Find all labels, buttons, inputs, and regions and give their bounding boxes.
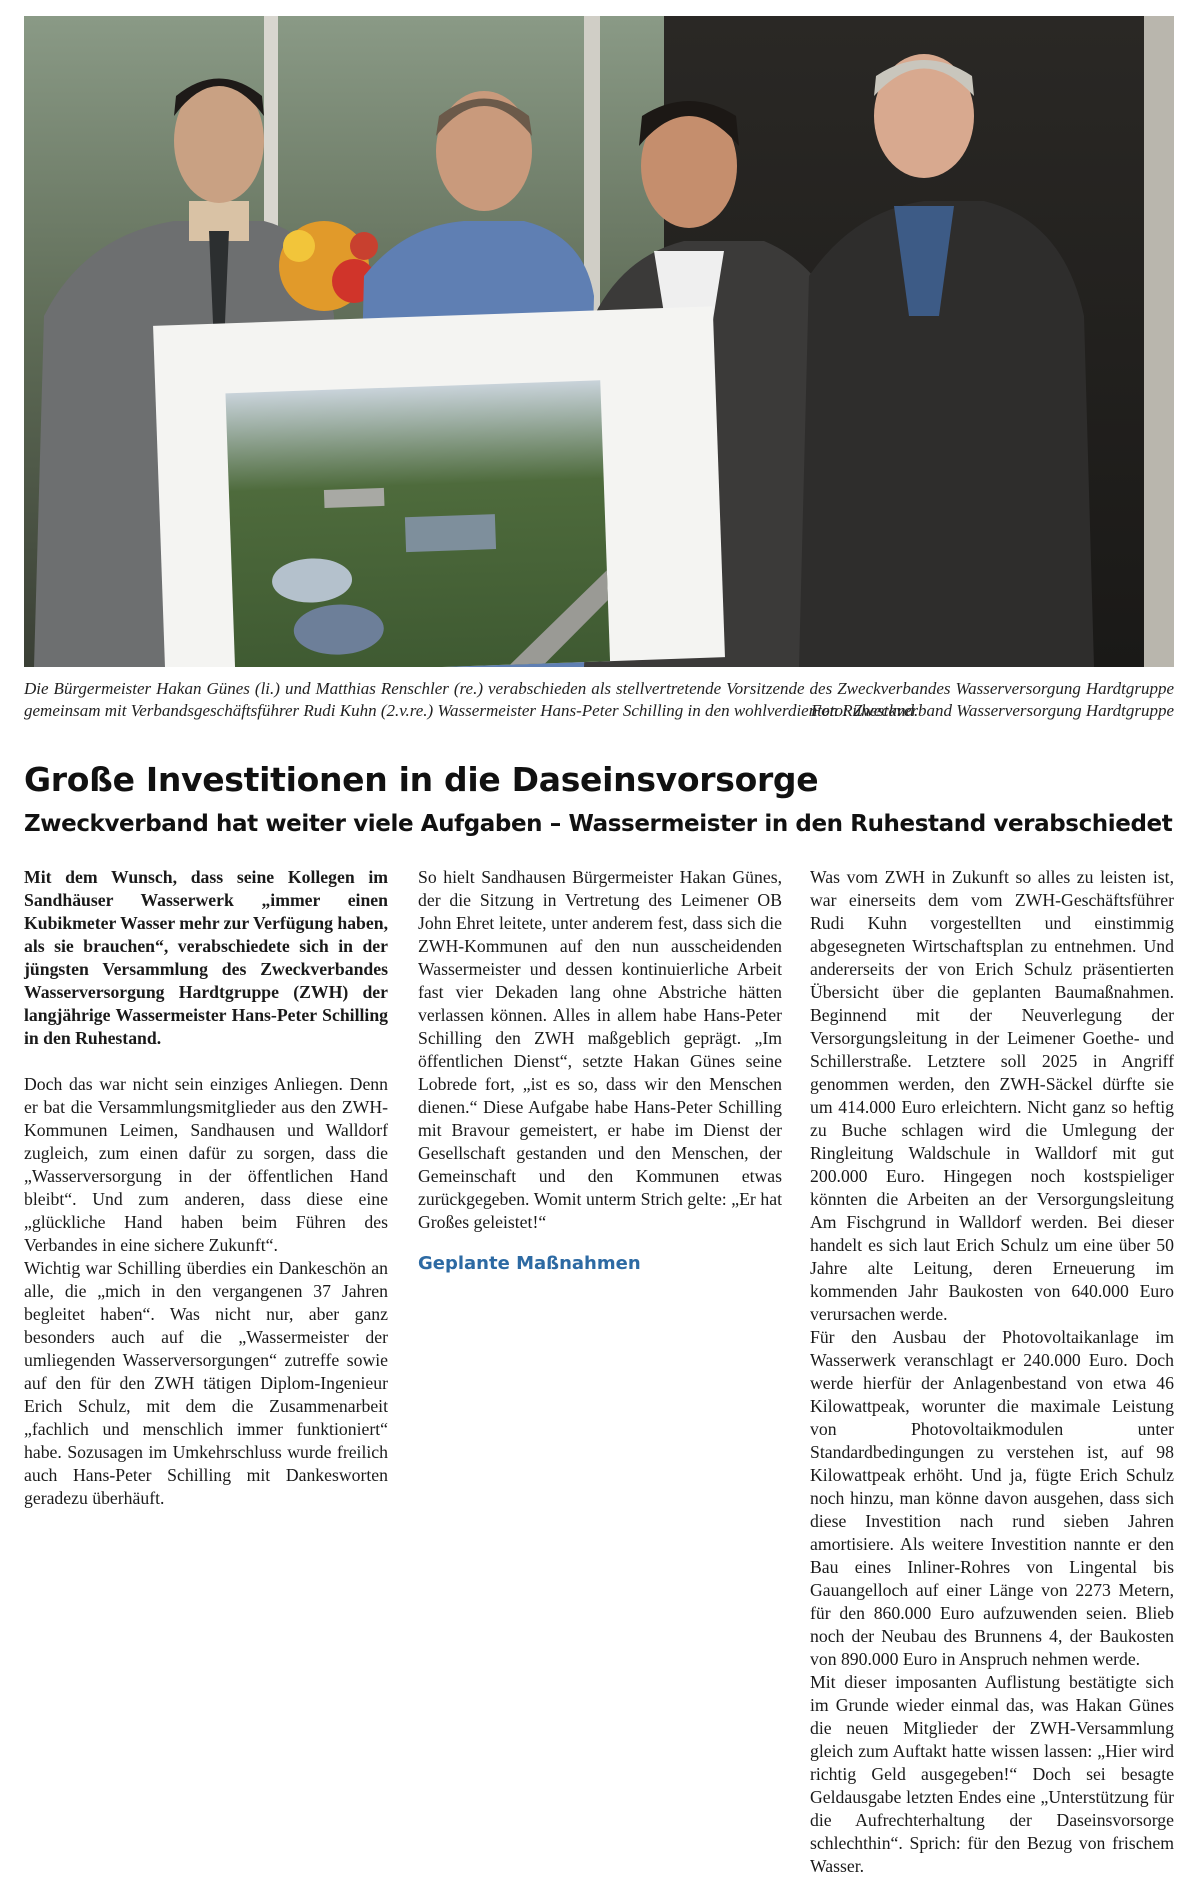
photo-credit: Foto: Zweckverband Wasserversorgung Hardtgruppe <box>810 701 1174 720</box>
paragraph-6: Mit dieser imposanten Auflistung bestätigte sich im Grunde wieder einmal das, was Hakan Günes die neuen Mitglieder der ZWH-Versammlung gleich zum Auftakt hatte wissen lassen: „Hier wird richtig Geld ausgegeben!“ Doch sei besagte Geldausgabe letzten Endes eine „Unterstützung für die Aufrechterhaltung der Daseinsvorsorge schlechthin“. Sprich: für den Bezug von frischem Wasser. <box>810 1672 1174 1876</box>
paragraph-1: Doch das war nicht sein einziges Anliegen. Denn er bat die Versammlungsmitglieder aus den ZWH-Kommunen Leimen, Sandhausen und Walldorf zugleich, zum einen dafür zu sorgen, dass die „Wasserversorgung in der öffentlichen Hand bleibt“. Und zum anderen, dass diese eine „glückliche Hand haben beim Führen des Verbandes in eine sichere Zukunft“. <box>24 1074 388 1255</box>
article-headline: Große Investitionen in die Daseinsvorsorge <box>24 760 819 799</box>
group-photo-illustration <box>24 16 1174 667</box>
caption-text: Die Bürgermeister Hakan Günes (li.) und Matthias Renschler (re.) verabschieden als stellvertretende Vorsitzende des Zweckverbandes Wasserversorgung Hardtgruppe gemeinsam mit Verbandsgeschäftsführer Rudi Kuhn (2.v.re.) Wassermeister Hans-Peter Schilling in den wohlverdienten Ruhestand. <box>24 679 1174 720</box>
article-photo <box>24 16 1174 667</box>
paragraph-4: Was vom ZWH in Zukunft so alles zu leisten ist, war einerseits dem vom ZWH-Geschäftsführer Rudi Kuhn vorgestellten und einstimmig abgesegneten Wirtschaftsplan zu entnehmen. Und andererseits der von Erich Schulz präsentierten Übersicht über die geplanten Baumaßnahmen. Beginnend mit der Neuverlegung der Versorgungsleitung in der Leimener Goethe- und Schillerstraße. Letztere soll 2025 in Angriff genommen werden, den ZWH-Säckel dürfte sie um 414.000 Euro erleichtern. Nicht ganz so heftig zu Buche schlagen wird die Umlegung der Ringleitung Waldschule in Walldorf mit gut 200.000 Euro. Hingegen noch kostspieliger könnten die Arbeiten an der Versorgungsleitung Am Fischgrund in Walldorf werden. Bei dieser handelt es sich laut Erich Schulz um eine über 50 Jahre alte Leitung, deren Erneuerung im kommenden Jahr Baukosten von 640.000 Euro verursachen werde. <box>810 867 1174 1324</box>
paragraph-5: Für den Ausbau der Photovoltaikanlage im Wasserwerk veranschlagt er 240.000 Euro. Doch werde hierfür der Anlagenbestand von etwa 46 Kilowattpeak, worunter die maximale Leistung von Photovoltaikmodulen unter Standardbedingungen zu verstehen ist, auf 98 Kilowattpeak erhöht. Und ja, fügte Erich Schulz noch hinzu, man könne davon ausgehen, dass sich diese Investition nach rund sieben Jahren amortisiere. Als weitere Investition nannte er den Bau eines Inliner-Rohres von Lingental bis Gauangelloch auf einer Länge von 2273 Metern, für den 860.000 Euro aufzuwenden seien. Blieb noch der Neubau des Brunnens 4, der Baukosten von 890.000 Euro in Anspruch nehmen werde. <box>810 1327 1174 1669</box>
column-3 <box>810 866 1174 1878</box>
article-lead: Mit dem Wunsch, dass seine Kollegen im Sandhäuser Wasserwerk „immer einen Kubikmeter Wasser mehr zur Verfügung haben, als sie brauchen“, verabschiedete sich in der jüngsten Versammlung des Zweckverbandes Wasserversorgung Hardtgruppe (ZWH) der langjährige Wassermeister Hans-Peter Schilling in den Ruhestand. <box>24 867 388 1048</box>
photo-caption <box>24 678 1174 722</box>
article-subheadline: Zweckverband hat weiter viele Aufgaben – Wassermeister in den Ruhestand verabschiedet <box>24 811 1173 837</box>
paragraph-2: Wichtig war Schilling überdies ein Dankeschön an alle, die „mich in den vergangenen 37 Jahren begleitet haben“. Was nicht nur, aber ganz besonders auch auf die „Wassermeister der umliegenden Wasserversorgungen“ zutreffe sowie auf den für den ZWH tätigen Diplom-Ingenieur Erich Schulz, mit dem die Zusammenarbeit „fachlich und menschlich immer funktioniert“ habe. Sozusagen im Umkehrschluss wurde freilich auch Hans-Peter Schilling mit Dankesworten geradezu überhäuft. <box>24 1258 388 1508</box>
paragraph-3: So hielt Sandhausen Bürgermeister Hakan Günes, der die Sitzung in Vertretung des Leimener OB John Ehret leitete, unter anderem fest, dass sich die ZWH-Kommunen auf den nun ausscheidenden Wassermeister und dessen kontinuierliche Arbeit fast vier Dekaden lang ohne Abstriche hätten verlassen können. Alles in allem habe Hans-Peter Schilling den ZWH maßgeblich geprägt. „Im öffentlichen Dienst“, setzte Hakan Günes seine Lobrede fort, „ist es so, dass wir den Menschen dienen.“ Diese Aufgabe habe Hans-Peter Schilling mit Bravour gemeistert, er habe im Dienst der Gesellschaft gestanden und den Menschen, der Gemeinschaft und den Kommunen etwas zurückgegeben. Womit unterm Strich gelte: „Er hat Großes geleistet!“ <box>418 867 782 1232</box>
column-1 <box>24 866 388 1510</box>
column-2 <box>418 866 782 1286</box>
section-subhead: Geplante Maßnahmen <box>418 1253 641 1274</box>
